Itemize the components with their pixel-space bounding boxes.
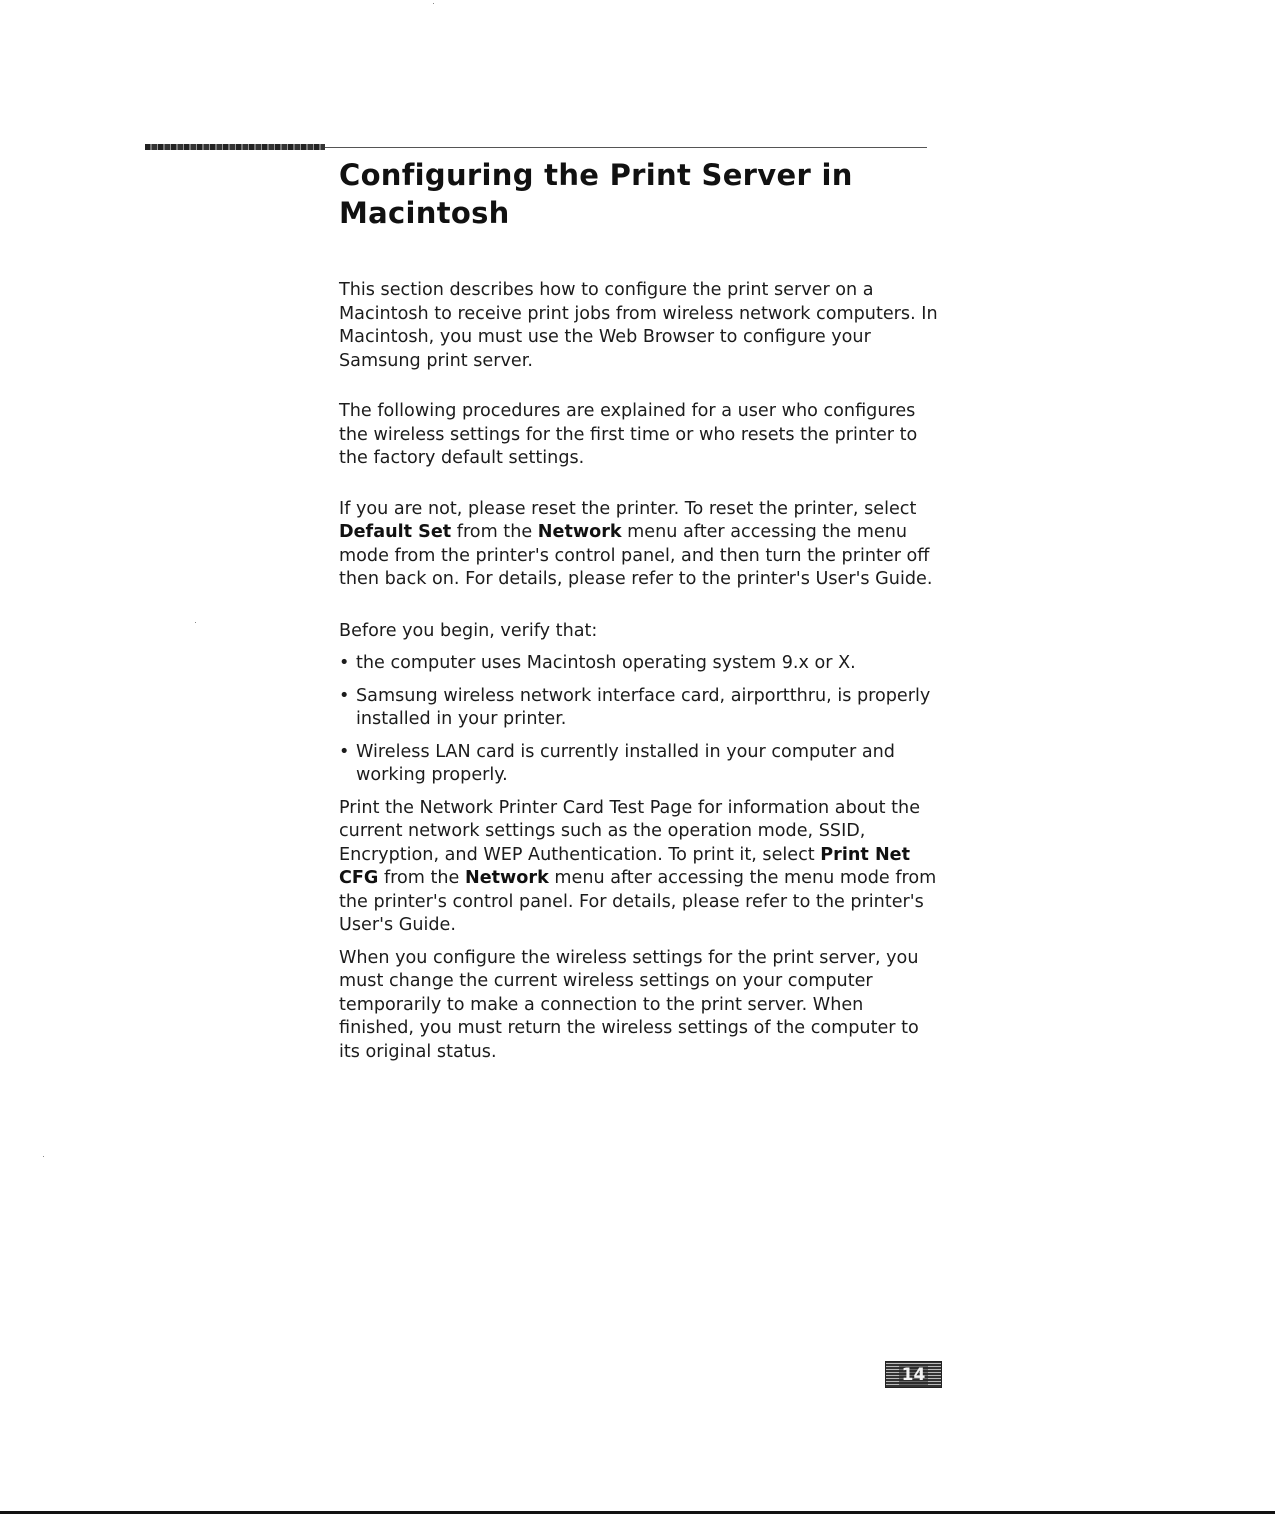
bottom-border xyxy=(0,1511,1275,1514)
print-net-cfg-term: Print Net CFG xyxy=(339,844,911,888)
test-page-paragraph xyxy=(339,797,939,938)
reset-text-1: If you are not, please reset the printer. To reset the printer, select xyxy=(339,498,917,519)
test-page-text-2: from the xyxy=(378,868,465,888)
configure-paragraph: When you configure the wireless settings for the print server, you must change the current wireless settings on your computer temporarily to make a connection to the print server. When finished, you must return the wireless settings of the computer to its original status. xyxy=(339,947,919,1062)
list-item-text: the computer uses Macintosh operating system 9.x or X. xyxy=(356,653,856,673)
page-number-badge xyxy=(885,1361,942,1388)
default-set-term: Default Set xyxy=(339,522,452,542)
page-number: 14 xyxy=(899,1365,929,1385)
network-menu-term: Network xyxy=(464,868,549,888)
list-item-text: Wireless LAN card is currently installed in your computer and working properly. xyxy=(356,741,895,785)
list-item xyxy=(339,741,939,788)
before-you-begin: Before you begin, verify that: xyxy=(339,620,598,641)
bullet-icon: • xyxy=(339,653,350,673)
page-content xyxy=(339,156,939,1064)
list-item-text: Samsung wireless network interface card, airportthru, is properly installed in your printer. xyxy=(356,685,931,729)
header-decorative-bar xyxy=(145,144,325,150)
procedures-paragraph: The following procedures are explained for a user who configures the wireless settings for the first time or who resets the printer to the factory default settings. xyxy=(339,401,918,468)
header-rule xyxy=(325,147,927,148)
scan-speck xyxy=(43,1156,44,1157)
test-page-text-1: Print the Network Printer Card Test Page for information about the current network settings such as the operation mode, SSID, Encryption, and WEP Authentication. To print it, select xyxy=(339,797,921,865)
intro-paragraph: This section describes how to configure the print server on a Macintosh to receive print jobs from wireless network computers. In Macintosh, you must use the Web Browser to configure your Samsung print server. xyxy=(339,280,938,371)
network-menu-term: Network xyxy=(537,522,622,542)
bullet-icon: • xyxy=(339,741,350,762)
test-page-text-3: menu after accessing the menu mode from the printer's control panel. For details, please refer to the printer's User's Guide. xyxy=(339,868,937,935)
page-title: Configuring the Print Server in Macintosh xyxy=(339,158,853,230)
list-item xyxy=(339,652,939,676)
scan-speck xyxy=(433,3,434,4)
list-item xyxy=(339,685,939,732)
bullet-icon: • xyxy=(339,685,350,706)
reset-text-2: from the xyxy=(451,522,538,542)
scan-speck xyxy=(195,622,196,623)
reset-text-3: menu after accessing the menu mode from the printer's control panel, and then turn the printer off then back on. For details, please refer to the printer's User's Guide. xyxy=(339,522,933,589)
checklist xyxy=(339,652,939,788)
reset-paragraph xyxy=(339,498,939,592)
